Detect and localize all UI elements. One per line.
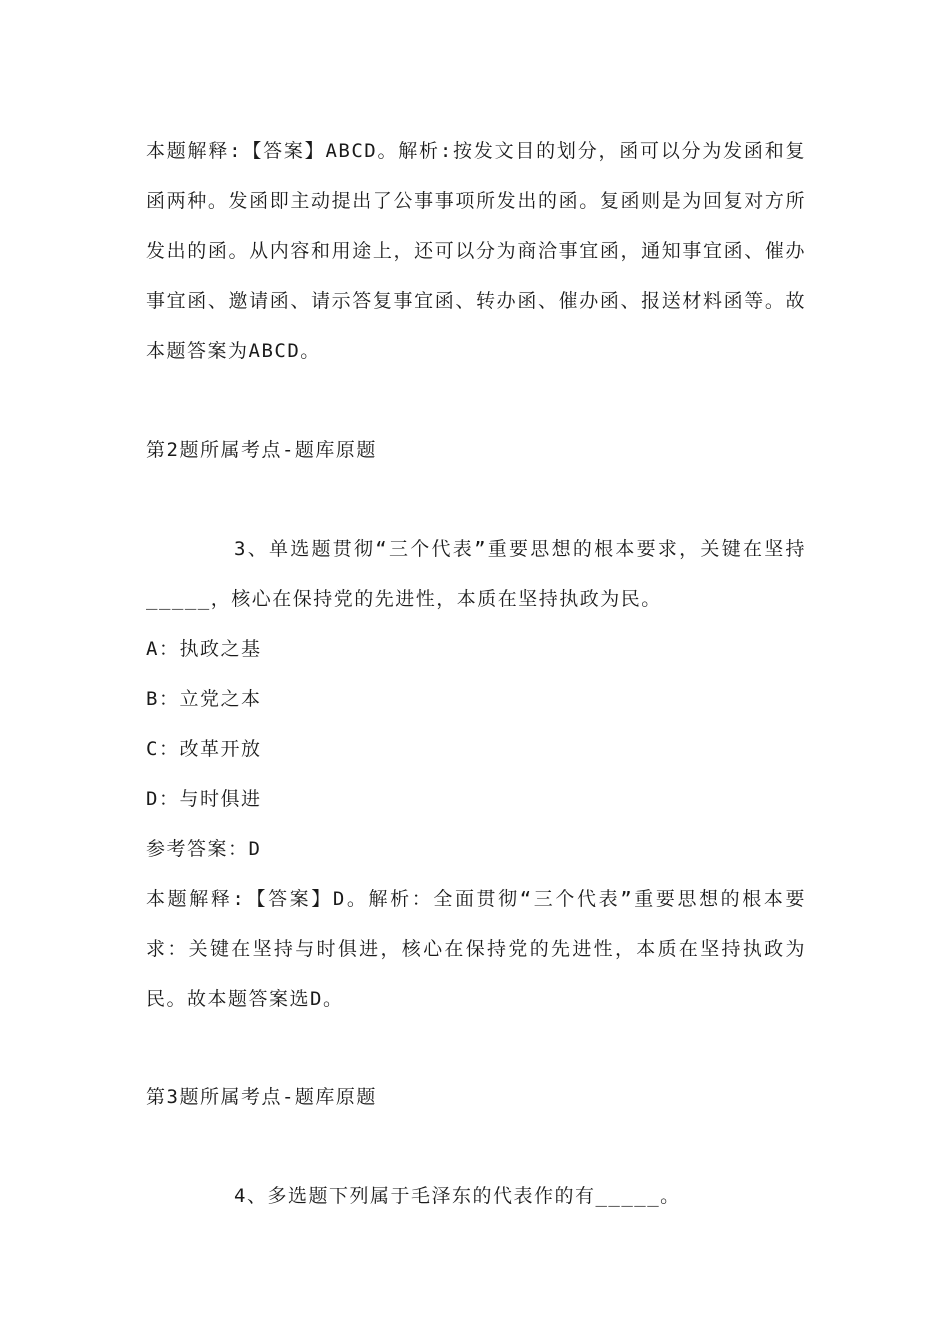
q3-option-d: D：与时俱进 (146, 788, 262, 810)
q3-option-a: A：执政之基 (146, 638, 262, 660)
q2-explanation: 本题解释:【答案】ABCD。解析:按发文目的划分，函可以分为发函和复函两种。发函即主动提出了公事事项所发出的函。复函则是为回复对方所发出的函。从内容和用途上，还可以分为商洽事宜函，通知事宜函、催办事宜函、邀请函、请示答复事宜函、转办函、催办函、报送材料函等。故本题答案为ABCD。 (146, 140, 806, 362)
q4-stem: 4、多选题下列属于毛泽东的代表作的有_____。 (234, 1185, 681, 1207)
question-3 (146, 524, 806, 1024)
q3-option-b: B：立党之本 (146, 688, 262, 710)
q2-topic: 第2题所属考点-题库原题 (146, 439, 377, 461)
q3-explanation: 本题解释:【答案】D。解析：全面贯彻“三个代表”重要思想的根本要求：关键在坚持与时俱进，核心在保持党的先进性，本质在坚持执政为民。故本题答案选D。 (146, 888, 806, 1010)
q3-stem: 3、单选题贯彻“三个代表”重要思想的根本要求，关键在坚持_____，核心在保持党的先进性，本质在坚持执政为民。 (146, 538, 806, 610)
q2-topic-section (146, 425, 806, 475)
q3-topic-section (146, 1072, 806, 1122)
q3-answer: 参考答案：D (146, 838, 262, 860)
q3-topic: 第3题所属考点-题库原题 (146, 1086, 377, 1108)
question-4 (146, 1171, 806, 1221)
q3-option-c: C：改革开放 (146, 738, 262, 760)
q2-explanation-section (146, 126, 806, 376)
